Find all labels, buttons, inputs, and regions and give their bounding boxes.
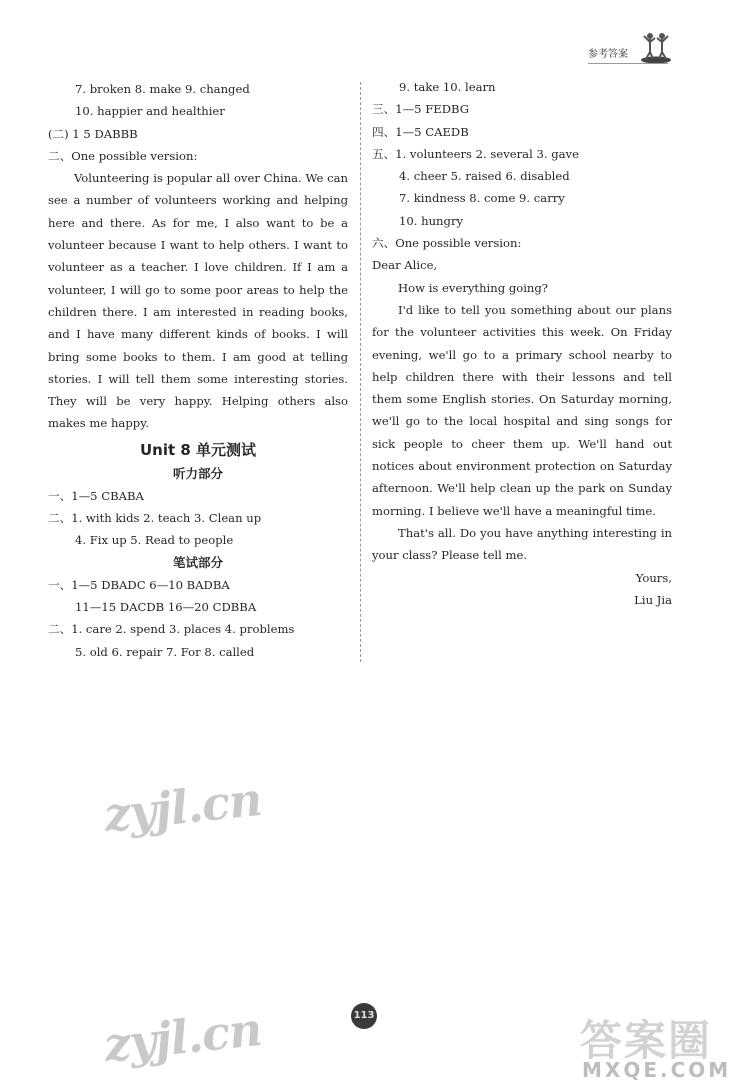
answer-line: (二) 1 5 DABBB xyxy=(48,126,138,141)
watermark-text: zyjl.cn xyxy=(101,1001,264,1073)
section-heading: 六、One possible version: xyxy=(372,236,522,251)
right-column xyxy=(372,76,672,611)
letter-greeting: Dear Alice, xyxy=(372,258,438,273)
answer-line: 一、1—5 CBABA xyxy=(48,488,144,503)
answer-line: 四、1—5 CAEDB xyxy=(372,124,469,139)
header-label: 参考答案 xyxy=(588,49,628,60)
answer-line: 7. broken 8. make 9. changed xyxy=(75,82,250,96)
sample-essay xyxy=(48,167,348,435)
answer-line: 9. take 10. learn xyxy=(399,80,496,94)
answer-line: 11—15 DACDB 16—20 CDBBA xyxy=(75,599,257,614)
left-column xyxy=(48,78,348,663)
figures-logo-icon xyxy=(640,30,672,64)
letter-body: I'd like to tell you something about our plans for the volunteer activities this week. On Friday evening, we'll go to a primary school nearby to help children there with their lessons and tell them some English stories. On Saturday morning, we'll go to the local hospital and sing songs for sick people to cheer them up. We'll hand out notices about environment protection on Saturday afternoon. We'll help clean up the park on Sunday morning. I believe we'll have a meaningful time. xyxy=(372,302,672,518)
essay-paragraph: Volunteering is popular all over China. We can see a number of volunteers working and helping here and there. As for me, I also want to be a volunteer because I want to help others. I want to volunteer as a teacher. I love children. If I am a volunteer, I will go to some poor areas to help the children there. I am interested in reading books, and I have many different kinds of books. I will bring some books to them. I am good at telling stories. I will tell them some interesting stories. They will be very happy. Helping others also makes me happy. xyxy=(48,171,348,431)
answer-line: 4. Fix up 5. Read to people xyxy=(75,533,234,548)
answer-line: 10. hungry xyxy=(399,213,464,228)
sample-letter xyxy=(372,254,672,566)
letter-signature: Liu Jia xyxy=(634,592,672,607)
page-number: 113 xyxy=(351,1003,377,1029)
corner-watermark-top: 答案圈 xyxy=(580,1016,713,1065)
watermark-text: zyjl.cn xyxy=(101,771,264,843)
answer-line: 4. cheer 5. raised 6. disabled xyxy=(399,169,570,184)
answer-line: 一、1—5 DBADC 6—10 BADBA xyxy=(48,577,230,592)
answer-line: 五、1. volunteers 2. several 3. gave xyxy=(372,146,579,161)
section-heading: 二、One possible version: xyxy=(48,148,198,163)
unit-title: Unit 8 单元测试 xyxy=(139,440,257,459)
corner-watermark xyxy=(580,1008,740,1080)
letter-opening: How is everything going? xyxy=(398,280,549,295)
answer-line: 7. kindness 8. come 9. carry xyxy=(399,191,565,206)
answer-line: 二、1. care 2. spend 3. places 4. problems xyxy=(48,622,295,637)
corner-watermark-bottom: MXQE.COM xyxy=(582,1058,732,1082)
written-section-title: 笔试部分 xyxy=(172,554,223,570)
header-rule xyxy=(588,63,668,64)
answer-line: 5. old 6. repair 7. For 8. called xyxy=(75,644,255,659)
column-divider xyxy=(360,82,361,662)
answer-line: 10. happier and healthier xyxy=(75,104,225,119)
letter-closing-paragraph: That's all. Do you have anything interesting in your class? Please tell me. xyxy=(372,525,672,563)
answer-line: 二、1. with kids 2. teach 3. Clean up xyxy=(48,511,262,526)
letter-sign-off: Yours, xyxy=(635,570,672,585)
answer-line: 三、1—5 FEDBG xyxy=(372,102,470,117)
listening-section-title: 听力部分 xyxy=(172,465,223,481)
